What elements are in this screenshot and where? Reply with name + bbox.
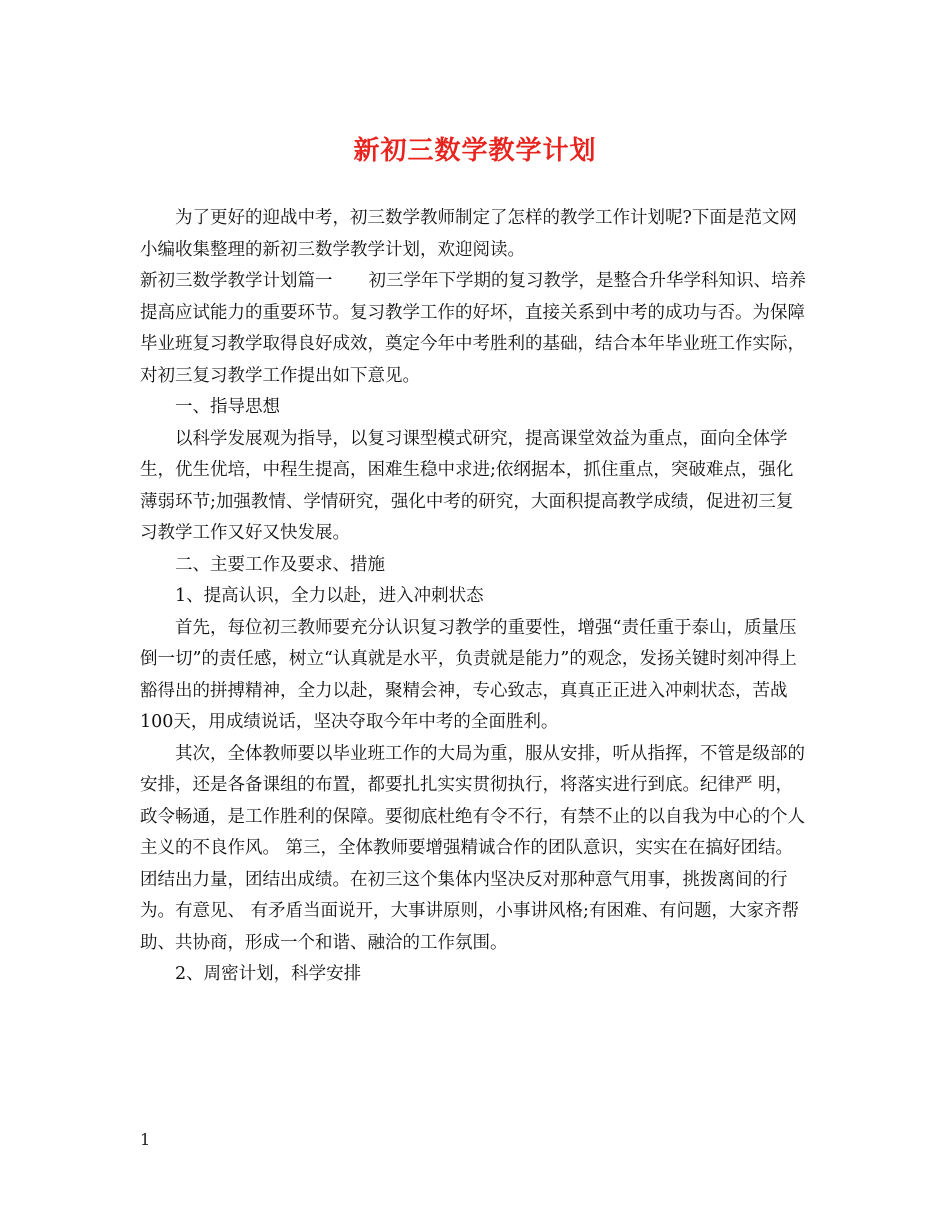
- subheading-raise-awareness: 1、提高认识，全力以赴，进入冲刺状态: [175, 586, 484, 606]
- document-title: 新初三数学教学计划: [353, 136, 597, 166]
- section-one-text: 初三学年下学期的复习教学，是整合升华学科知识、培养提高应试能力的重要环节。复习教学工作的好坏，直接关系到中考的成功与否。为保障毕业班复习教学取得良好成效，奠定今年中考胜利的基础，结合本年毕业班工作实际，对初三复习教学工作提出如下意见。: [140, 271, 806, 386]
- heading-guiding-ideology: 一、指导思想: [175, 397, 280, 417]
- raise-awareness-paragraph: 首先，每位初三教师要充分认识复习教学的重要性，增强“责任重于泰山，质量压倒一切”的责任感，树立“认真就是水平，负责就是能力”的观念，发扬关键时刻冲得上豁得出的拼搏精神，全力以赴，聚精会神，专心致志，真真正正进入冲刺状态，苦战100天，用成绩说话，坚决夺取今年中考的全面胜利。: [140, 617, 797, 732]
- document-body: [140, 203, 810, 991]
- teamwork-paragraph: 其次，全体教师要以毕业班工作的大局为重，服从安排，听从指挥，不管是级部的安排，还是各备课组的布置，都要扎扎实实贯彻执行，将落实进行到底。纪律严 明，政令畅通，是工作胜利的保障。要彻底杜绝有令不行，有禁不止的以自我为中心的个人主义的不良作风。 第三，全体教师要增强精诚合作的团队意识，实实在在搞好团结。团结出力量，团结出成绩。在初三这个集体内坚决反对那种意气用事，挑拨离间的行为。有意见、 有矛盾当面说开，大事讲原则，小事讲风格;有困难、有问题，大家齐帮助、共协商，形成一个和谐、融洽的工作氛围。: [140, 743, 805, 953]
- page-number: 1: [140, 1130, 151, 1149]
- intro-paragraph: 为了更好的迎战中考，初三数学教师制定了怎样的教学工作计划呢?下面是范文网小编收集整理的新初三数学教学计划，欢迎阅读。: [140, 208, 797, 260]
- guiding-ideology-paragraph: 以科学发展观为指导，以复习课型模式研究，提高课堂效益为重点，面向全体学生，优生优培，中程生提高，困难生稳中求进;依纲据本，抓住重点，突破难点，强化薄弱环节;加强教情、学情研究，强化中考的研究，大面积提高教学成绩，促进初三复习教学工作又好又快发展。: [140, 428, 794, 543]
- subheading-careful-planning: 2、周密计划，科学安排: [175, 964, 362, 984]
- section-one-paragraph: [140, 266, 810, 392]
- heading-main-work: 二、主要工作及要求、措施: [175, 554, 385, 575]
- section-one-label: 新初三数学教学计划篇一: [140, 271, 333, 291]
